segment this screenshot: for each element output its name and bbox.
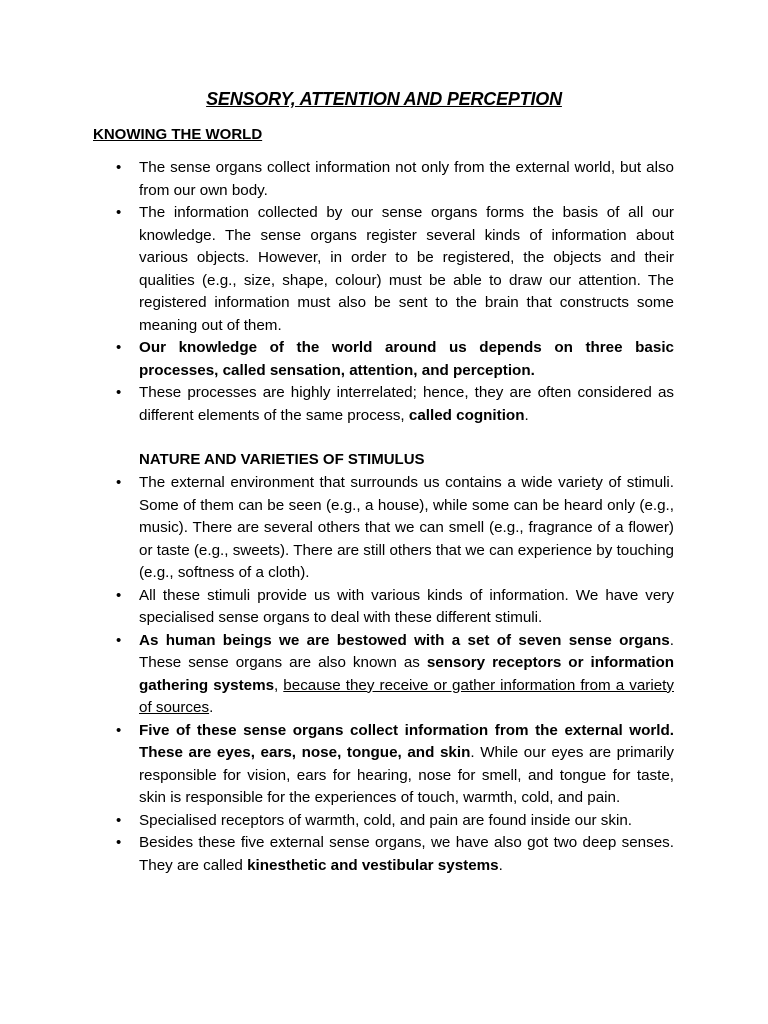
bullet-text: Specialised receptors of warmth, cold, and pain are found inside our skin. [139, 811, 633, 829]
bullet-bold-text: Five of these sense organs collect information from the external world. These are eyes, ears, nose, tongue, and skin [139, 721, 674, 761]
bullet-text: These processes are highly interrelated; hence, they are often considered as different elements of the same process, [139, 384, 674, 424]
bullet-list-nature-of-stimulus [139, 472, 674, 877]
bullet-list-knowing-the-world [139, 157, 674, 427]
bullet-text: . While our eyes are primarily responsible for vision, ears for hearing, nose for smell, and tongue for taste, skin is responsible for the experiences of touch, warmth, cold, and pain. [139, 744, 674, 806]
section-heading-nature-of-stimulus: NATURE AND VARIETIES OF STIMULUS [139, 451, 425, 468]
list-item [139, 585, 674, 630]
bullet-text: . These sense organs are also known as [139, 631, 674, 671]
bullet-text: , [274, 676, 284, 694]
list-item [139, 720, 674, 810]
bullet-underlined-text: because they receive or gather information from a variety of sources [139, 676, 674, 716]
list-item [139, 472, 674, 585]
bullet-text: All these stimuli provide us with various kinds of information. We have very specialised sense organs to deal with these different stimuli. [139, 586, 674, 626]
bullet-bold-text: Our knowledge of the world around us depends on three basic processes, called sensation, attention, and perception. [139, 339, 674, 379]
document-title: SENSORY, ATTENTION AND PERCEPTION [206, 89, 562, 109]
bullet-bold-text: kinesthetic and vestibular systems [247, 856, 499, 874]
bullet-text-end: . [209, 699, 214, 716]
bullet-text-end: . [498, 856, 503, 874]
bullet-bold-text: As human beings we are bestowed with a set of seven sense organs [139, 631, 670, 649]
section-heading-knowing-the-world: KNOWING THE WORLD [93, 126, 263, 143]
list-item [139, 157, 674, 202]
list-item [139, 382, 674, 427]
bullet-bold-text: called cognition [408, 406, 525, 424]
bullet-text: The external environment that surrounds us contains a wide variety of stimuli. Some of them can be seen (e.g., a house), while some can be heard only (e.g., music). There are several others that we can smell (e.g., fragrance of a flower) or taste (e.g., sweets). There are still others that we can experience by touching (e.g., softness of a cloth). [139, 474, 674, 581]
list-item [139, 337, 674, 382]
bullet-text: The sense organs collect information not only from the external world, but also from our own body. [139, 159, 674, 199]
bullet-text: The information collected by our sense organs forms the basis of all our knowledge. The sense organs register several kinds of information about various objects. However, in order to be registered, the objects and their qualities (e.g., size, shape, colour) must be able to draw our attention. The registered information must also be sent to the brain that constructs some meaning out of them. [139, 204, 674, 334]
list-item [139, 630, 674, 720]
bullet-bold-text: sensory receptors or information gathering systems [139, 654, 675, 694]
bullet-text: Besides these five external sense organs, we have also got two deep senses. They are called [139, 834, 674, 874]
bullet-text-end: . [524, 406, 529, 424]
list-item [139, 810, 674, 833]
list-item [139, 832, 674, 877]
list-item [139, 202, 674, 337]
